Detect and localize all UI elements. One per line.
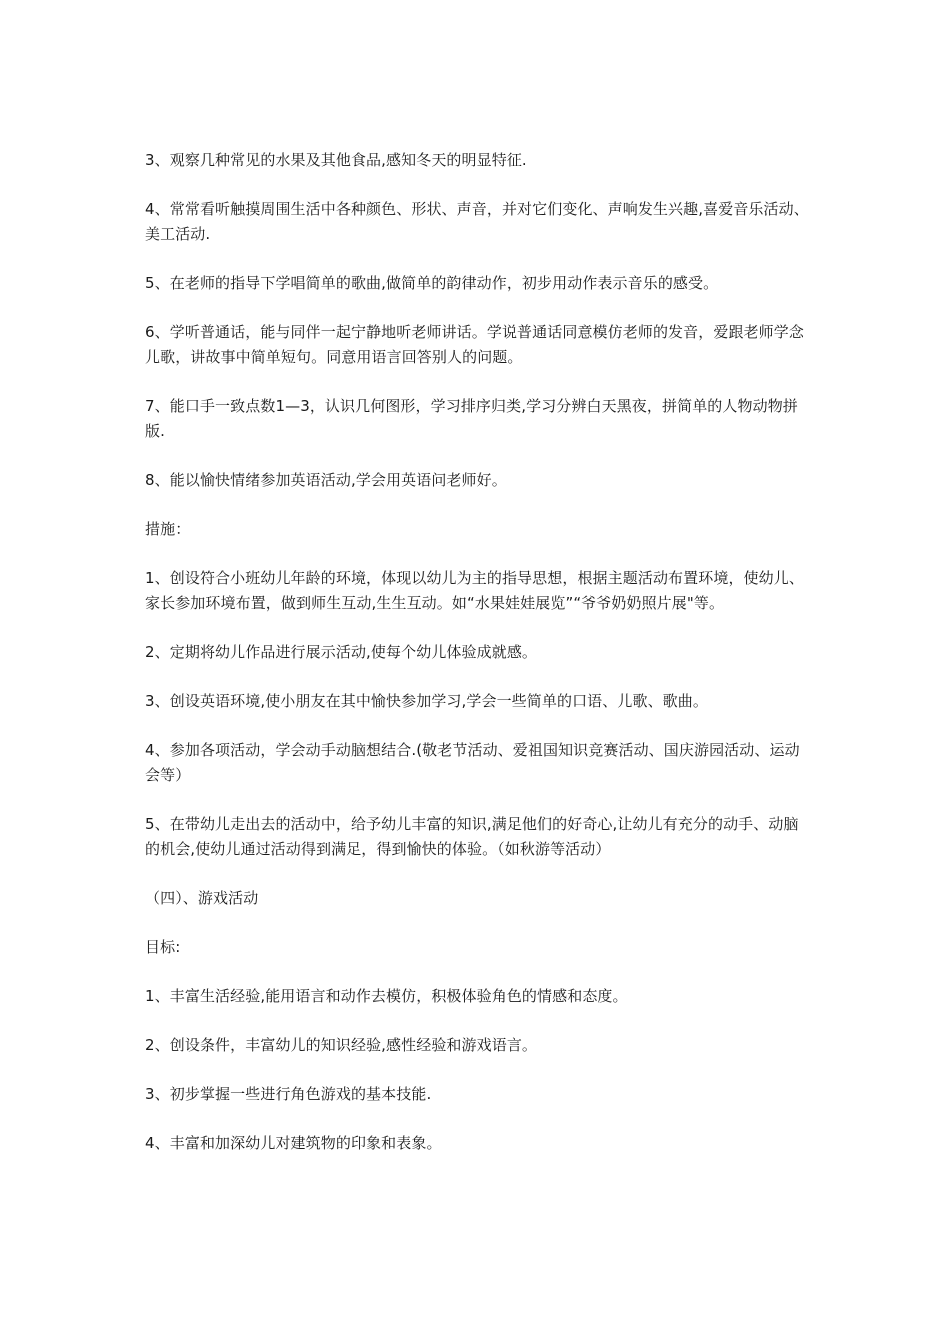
measures-heading: 措施： xyxy=(145,520,191,538)
game-goal-item-2: 2、创设条件，丰富幼儿的知识经验,感性经验和游戏语言。 xyxy=(145,1036,538,1054)
goal-item-5: 5、在老师的指导下学唱简单的歌曲,做简单的韵律动作，初步用动作表示音乐的感受。 xyxy=(145,274,719,292)
measure-item-2: 2、定期将幼儿作品进行展示活动,使每个幼儿体验成就感。 xyxy=(145,643,538,661)
measure-item-3: 3、创设英语环境,使小朋友在其中愉快参加学习,学会一些简单的口语、儿歌、歌曲。 xyxy=(145,692,708,710)
game-goal-item-3: 3、初步掌握一些进行角色游戏的基本技能. xyxy=(145,1085,432,1103)
goal-item-6: 6、学听普通话，能与同伴一起宁静地听老师讲话。学说普通话同意模仿老师的发音，爱跟老师学念儿歌，讲故事中简单短句。同意用语言回答别人的问题。 xyxy=(145,323,804,366)
document-body xyxy=(145,148,810,1180)
measure-item-1: 1、创设符合小班幼儿年龄的环境，体现以幼儿为主的指导思想，根据主题活动布置环境，使幼儿、家长参加环境布置，做到师生互动,生生互动。如“水果娃娃展览”“爷爷奶奶照片展"等。 xyxy=(145,569,804,612)
measure-item-4: 4、参加各项活动，学会动手动脑想结合.(敬老节活动、爱祖国知识竞赛活动、国庆游园活动、运动会等） xyxy=(145,741,800,784)
goal-item-7: 7、能口手一致点数1—3，认识几何图形，学习排序归类,学习分辨白天黑夜，拼简单的人物动物拼版. xyxy=(145,397,798,440)
goal-item-3: 3、观察几种常见的水果及其他食品,感知冬天的明显特征. xyxy=(145,151,527,169)
goal-item-8: 8、能以愉快情绪参加英语活动,学会用英语问老师好。 xyxy=(145,471,507,489)
measure-item-5: 5、在带幼儿走出去的活动中，给予幼儿丰富的知识,满足他们的好奇心,让幼儿有充分的动手、动脑的机会,使幼儿通过活动得到满足，得到愉快的体验。（如秋游等活动） xyxy=(145,815,799,858)
goal-item-4: 4、常常看听触摸周围生活中各种颜色、形状、声音，并对它们变化、声响发生兴趣,喜爱音乐活动、美工活动. xyxy=(145,200,809,243)
game-goal-item-1: 1、丰富生活经验,能用语言和动作去模仿，积极体验角色的情感和态度。 xyxy=(145,987,628,1005)
goals-heading: 目标: xyxy=(145,938,181,956)
game-goal-item-4: 4、丰富和加深幼儿对建筑物的印象和表象。 xyxy=(145,1134,442,1152)
section-heading-game-activity: （四）、游戏活动 xyxy=(145,889,259,907)
